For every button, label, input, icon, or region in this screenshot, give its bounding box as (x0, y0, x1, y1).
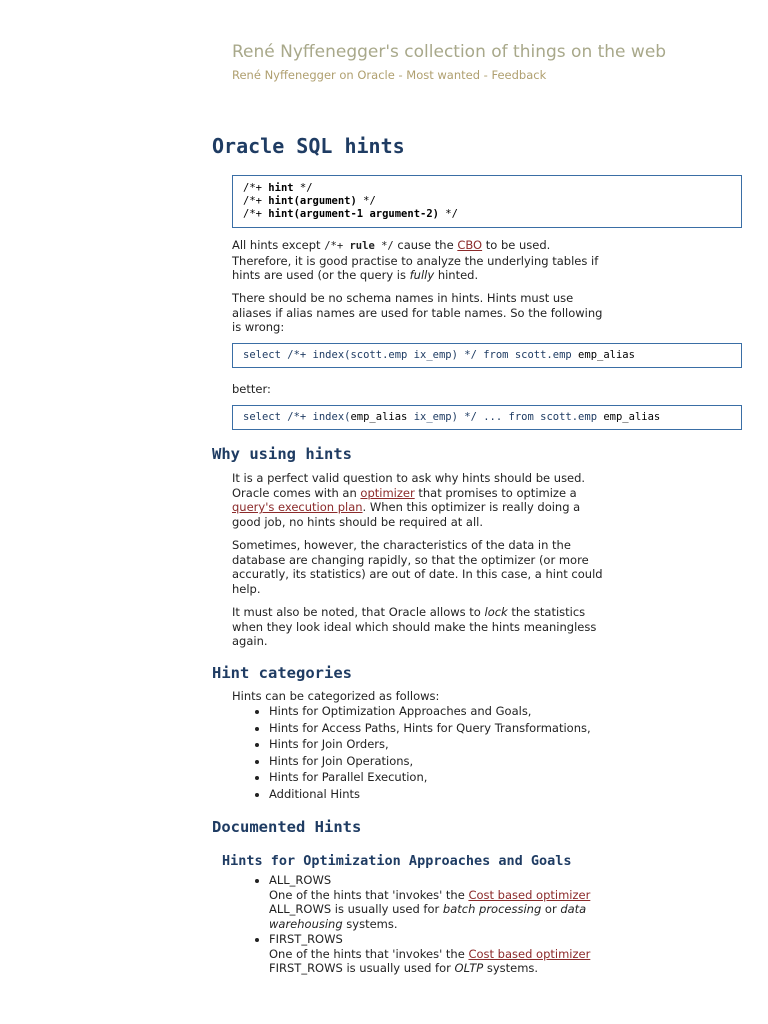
list-item: • Additional Hints (269, 786, 591, 803)
intro-paragraph-2: There should be no schema names in hints. Hints must use aliases if alias names are used for table names. So the following is wrong: (232, 291, 603, 335)
syntax-line: /*+ hint */ (243, 182, 313, 194)
page-title: Oracle SQL hints (212, 134, 405, 158)
first-rows-desc-2: FIRST_ROWS is usually used for OLTP systems. (269, 961, 539, 976)
cbo-link[interactable]: CBO (457, 238, 483, 252)
all-rows-desc-2: ALL_ROWS is usually used for batch processing or data warehousing systems. (269, 902, 587, 932)
why-paragraph-3: It must also be noted, that Oracle allows to lock the statistics when they look ideal which should make the hints meaningless again. (232, 605, 597, 649)
categories-intro: Hints can be categorized as follows: (232, 689, 440, 703)
first-rows-desc-1: One of the hints that 'invokes' the Cost based optimizer (269, 946, 591, 961)
site-header (232, 42, 666, 82)
better-code-box: select /*+ index(emp_alias ix_emp) */ ... from scott.emp emp_alias (232, 405, 742, 430)
execution-plan-link[interactable]: query's execution plan (232, 500, 363, 515)
intro-paragraph-1: All hints except /*+ rule */ cause the CBO to be used. Therefore, it is good practise to analyze the underlying tables if hints are used (or the query is fully hinted. (232, 238, 599, 283)
optimization-goals-heading: Hints for Optimization Approaches and Goals (222, 853, 572, 869)
documented-hints-list (232, 873, 629, 976)
list-item-first-rows: • FIRST_ROWS One of the hints that 'invokes' the Cost based optimizer FIRST_ROWS is usually used for OLTP systems. (269, 932, 629, 976)
list-item-all-rows: • ALL_ROWS One of the hints that 'invokes' the Cost based optimizer ALL_ROWS is usually used for batch processing or data warehousing systems. (269, 873, 629, 932)
list-item: • Hints for Optimization Approaches and Goals, (269, 703, 591, 720)
better-label: better: (232, 382, 271, 396)
list-item: • Hints for Parallel Execution, (269, 769, 591, 786)
all-rows-desc-1: One of the hints that 'invokes' the Cost based optimizer (269, 887, 591, 902)
syntax-line: /*+ hint(argument-1 argument-2) */ (243, 208, 458, 220)
cost-based-optimizer-link[interactable]: Cost based optimizer (468, 887, 591, 902)
syntax-code-box (232, 175, 742, 228)
nav-separator: - (480, 68, 492, 82)
syntax-line: /*+ hint(argument) */ (243, 195, 376, 207)
list-item: • Hints for Access Paths, Hints for Query Transformations, (269, 720, 591, 737)
list-item: • Hints for Join Operations, (269, 753, 591, 770)
cost-based-optimizer-link[interactable]: Cost based optimizer (468, 946, 591, 961)
nav-link-most-wanted[interactable]: Most wanted (406, 68, 481, 82)
nav-link-feedback[interactable]: Feedback (491, 68, 547, 82)
documented-hints-heading: Documented Hints (212, 818, 362, 836)
why-paragraph-2: Sometimes, however, the characteristics of the data in the database are changing rapidly, so that the optimizer (or more accuratly, its statistics) are out of date. In this case, a hint could help. (232, 538, 603, 597)
wrong-code-box: select /*+ index(scott.emp ix_emp) */ from scott.emp emp_alias (232, 343, 742, 368)
hint-categories-heading: Hint categories (212, 664, 352, 682)
categories-list (232, 703, 591, 803)
list-item: • Hints for Join Orders, (269, 736, 591, 753)
nav-link-oracle[interactable]: René Nyffenegger on Oracle (232, 68, 395, 82)
site-title: René Nyffenegger's collection of things on the web (232, 42, 667, 62)
nav-separator: - (394, 68, 407, 82)
site-nav (232, 68, 666, 82)
why-hints-heading: Why using hints (212, 445, 352, 463)
why-paragraph-1: It is a perfect valid question to ask why hints should be used. Oracle comes with an optimizer that promises to optimize a query's execution plan. When this optimizer is really doing a good job, no hints should be required at all. (232, 471, 586, 530)
optimizer-link[interactable]: optimizer (360, 485, 415, 500)
